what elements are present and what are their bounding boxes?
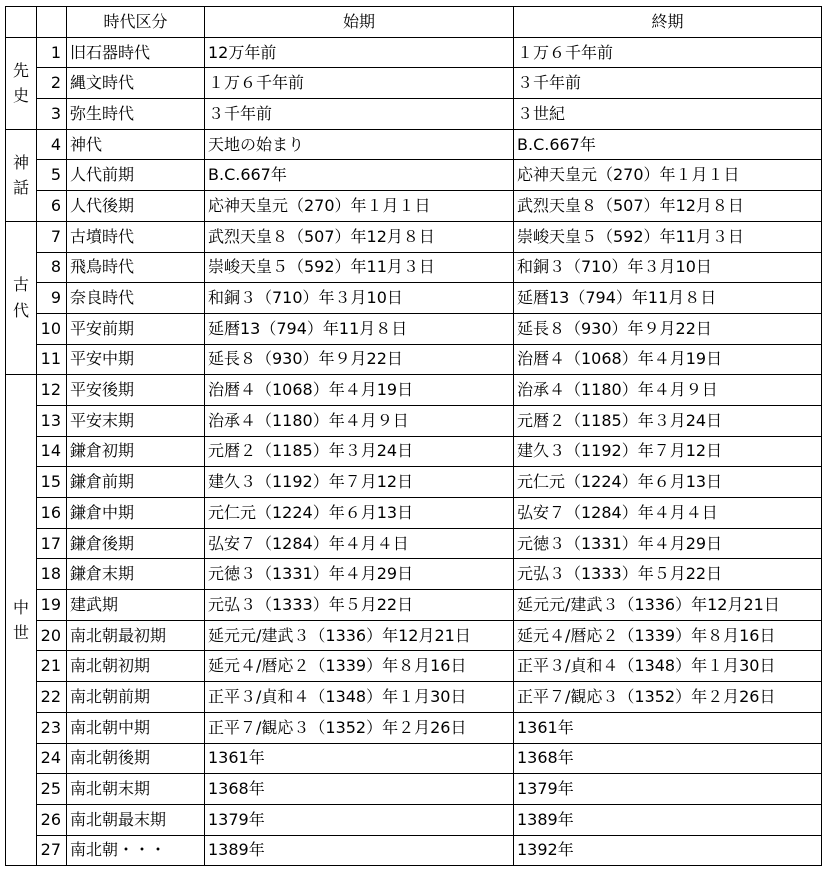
table-row xyxy=(6,743,822,774)
table-row xyxy=(6,804,822,835)
era-table xyxy=(5,6,822,866)
header-row xyxy=(6,7,822,38)
start-date: 治暦４（1068）年４月19日 xyxy=(205,375,514,406)
era-name: 平安末期 xyxy=(67,405,205,436)
end-date: 1389年 xyxy=(514,804,822,835)
end-date: 元徳３（1331）年４月29日 xyxy=(514,528,822,559)
row-number: 11 xyxy=(37,344,67,375)
header-start: 始期 xyxy=(205,7,514,38)
end-date: 延元４/暦応２（1339）年８月16日 xyxy=(514,620,822,651)
era-name: 南北朝後期 xyxy=(67,743,205,774)
table-row xyxy=(6,774,822,805)
era-name: 南北朝前期 xyxy=(67,682,205,713)
era-name: 弥生時代 xyxy=(67,99,205,130)
end-date: ３千年前 xyxy=(514,68,822,99)
row-number: 7 xyxy=(37,221,67,252)
table-row xyxy=(6,467,822,498)
row-number: 23 xyxy=(37,712,67,743)
table-row xyxy=(6,682,822,713)
row-number: 8 xyxy=(37,252,67,283)
period-category-cell xyxy=(6,37,37,129)
header-end: 終期 xyxy=(514,7,822,38)
table-row xyxy=(6,313,822,344)
start-date: 1379年 xyxy=(205,804,514,835)
end-date: 和銅３（710）年３月10日 xyxy=(514,252,822,283)
table-row xyxy=(6,129,822,160)
table-row xyxy=(6,221,822,252)
start-date: 元暦２（1185）年３月24日 xyxy=(205,436,514,467)
start-date: 天地の始まり xyxy=(205,129,514,160)
end-date: 建久３（1192）年７月12日 xyxy=(514,436,822,467)
table-row xyxy=(6,436,822,467)
table-row xyxy=(6,498,822,529)
start-date: 延長８（930）年９月22日 xyxy=(205,344,514,375)
table-row xyxy=(6,252,822,283)
era-name: 飛鳥時代 xyxy=(67,252,205,283)
start-date: 建久３（1192）年７月12日 xyxy=(205,467,514,498)
end-date: 元暦２（1185）年３月24日 xyxy=(514,405,822,436)
period-category-label: 神話 xyxy=(13,152,30,198)
era-name: 鎌倉末期 xyxy=(67,559,205,590)
header-number xyxy=(37,7,67,38)
era-name: 南北朝最末期 xyxy=(67,804,205,835)
table-row xyxy=(6,283,822,314)
row-number: 12 xyxy=(37,375,67,406)
start-date: 延元４/暦応２（1339）年８月16日 xyxy=(205,651,514,682)
start-date: 武烈天皇８（507）年12月８日 xyxy=(205,221,514,252)
end-date: 治承４（1180）年４月９日 xyxy=(514,375,822,406)
period-category-cell xyxy=(6,375,37,866)
era-name: 神代 xyxy=(67,129,205,160)
end-date: 崇峻天皇５（592）年11月３日 xyxy=(514,221,822,252)
table-row xyxy=(6,835,822,866)
table-row xyxy=(6,559,822,590)
era-name: 南北朝末期 xyxy=(67,774,205,805)
period-category-label: 中世 xyxy=(13,597,30,643)
row-number: 4 xyxy=(37,129,67,160)
header-category xyxy=(6,7,37,38)
start-date: 正平３/貞和４（1348）年１月30日 xyxy=(205,682,514,713)
row-number: 6 xyxy=(37,191,67,222)
row-number: 24 xyxy=(37,743,67,774)
start-date: 元仁元（1224）年６月13日 xyxy=(205,498,514,529)
table-body xyxy=(6,37,822,866)
era-name: 人代後期 xyxy=(67,191,205,222)
row-number: 25 xyxy=(37,774,67,805)
start-date: 延元元/建武３（1336）年12月21日 xyxy=(205,620,514,651)
table-row xyxy=(6,375,822,406)
start-date: 12万年前 xyxy=(205,37,514,68)
start-date: 崇峻天皇５（592）年11月３日 xyxy=(205,252,514,283)
row-number: 27 xyxy=(37,835,67,866)
table-row xyxy=(6,528,822,559)
row-number: 10 xyxy=(37,313,67,344)
row-number: 15 xyxy=(37,467,67,498)
header-era: 時代区分 xyxy=(67,7,205,38)
table-row xyxy=(6,712,822,743)
end-date: 治暦４（1068）年４月19日 xyxy=(514,344,822,375)
end-date: 1392年 xyxy=(514,835,822,866)
start-date: 和銅３（710）年３月10日 xyxy=(205,283,514,314)
row-number: 9 xyxy=(37,283,67,314)
row-number: 14 xyxy=(37,436,67,467)
table-row xyxy=(6,160,822,191)
period-category-cell xyxy=(6,221,37,374)
end-date: 元仁元（1224）年６月13日 xyxy=(514,467,822,498)
row-number: 16 xyxy=(37,498,67,529)
start-date: 延暦13（794）年11月８日 xyxy=(205,313,514,344)
table-row xyxy=(6,191,822,222)
era-name: 鎌倉前期 xyxy=(67,467,205,498)
end-date: 武烈天皇８（507）年12月８日 xyxy=(514,191,822,222)
start-date: 正平７/観応３（1352）年２月26日 xyxy=(205,712,514,743)
row-number: 26 xyxy=(37,804,67,835)
table-row xyxy=(6,590,822,621)
row-number: 1 xyxy=(37,37,67,68)
era-name: 平安中期 xyxy=(67,344,205,375)
row-number: 17 xyxy=(37,528,67,559)
era-name: 奈良時代 xyxy=(67,283,205,314)
era-name: 人代前期 xyxy=(67,160,205,191)
row-number: 22 xyxy=(37,682,67,713)
era-name: 平安後期 xyxy=(67,375,205,406)
era-name: 平安前期 xyxy=(67,313,205,344)
era-name: 縄文時代 xyxy=(67,68,205,99)
start-date: 応神天皇元（270）年１月１日 xyxy=(205,191,514,222)
table-row xyxy=(6,651,822,682)
start-date: B.C.667年 xyxy=(205,160,514,191)
start-date: 1361年 xyxy=(205,743,514,774)
start-date: 元徳３（1331）年４月29日 xyxy=(205,559,514,590)
table-row xyxy=(6,37,822,68)
era-name: 建武期 xyxy=(67,590,205,621)
row-number: 3 xyxy=(37,99,67,130)
row-number: 19 xyxy=(37,590,67,621)
era-name: 旧石器時代 xyxy=(67,37,205,68)
row-number: 21 xyxy=(37,651,67,682)
end-date: ３世紀 xyxy=(514,99,822,130)
period-category-label: 先史 xyxy=(13,60,30,106)
row-number: 2 xyxy=(37,68,67,99)
end-date: 正平７/観応３（1352）年２月26日 xyxy=(514,682,822,713)
end-date: 正平３/貞和４（1348）年１月30日 xyxy=(514,651,822,682)
era-name: 南北朝中期 xyxy=(67,712,205,743)
end-date: 1361年 xyxy=(514,712,822,743)
table-row xyxy=(6,405,822,436)
era-name: 南北朝最初期 xyxy=(67,620,205,651)
end-date: 1379年 xyxy=(514,774,822,805)
end-date: 延暦13（794）年11月８日 xyxy=(514,283,822,314)
row-number: 5 xyxy=(37,160,67,191)
start-date: ３千年前 xyxy=(205,99,514,130)
table-row xyxy=(6,99,822,130)
start-date: 1389年 xyxy=(205,835,514,866)
start-date: １万６千年前 xyxy=(205,68,514,99)
end-date: 弘安７（1284）年４月４日 xyxy=(514,498,822,529)
end-date: 延長８（930）年９月22日 xyxy=(514,313,822,344)
era-name: 古墳時代 xyxy=(67,221,205,252)
table-row xyxy=(6,620,822,651)
table-row xyxy=(6,68,822,99)
era-name: 南北朝・・・ xyxy=(67,835,205,866)
table-row xyxy=(6,344,822,375)
start-date: 1368年 xyxy=(205,774,514,805)
end-date: B.C.667年 xyxy=(514,129,822,160)
era-name: 鎌倉中期 xyxy=(67,498,205,529)
end-date: １万６千年前 xyxy=(514,37,822,68)
start-date: 元弘３（1333）年５月22日 xyxy=(205,590,514,621)
start-date: 弘安７（1284）年４月４日 xyxy=(205,528,514,559)
era-name: 鎌倉初期 xyxy=(67,436,205,467)
row-number: 20 xyxy=(37,620,67,651)
end-date: 1368年 xyxy=(514,743,822,774)
row-number: 18 xyxy=(37,559,67,590)
end-date: 応神天皇元（270）年１月１日 xyxy=(514,160,822,191)
period-category-cell xyxy=(6,129,37,221)
era-name: 鎌倉後期 xyxy=(67,528,205,559)
era-name: 南北朝初期 xyxy=(67,651,205,682)
row-number: 13 xyxy=(37,405,67,436)
start-date: 治承４（1180）年４月９日 xyxy=(205,405,514,436)
end-date: 延元元/建武３（1336）年12月21日 xyxy=(514,590,822,621)
end-date: 元弘３（1333）年５月22日 xyxy=(514,559,822,590)
period-category-label: 古代 xyxy=(13,275,30,321)
